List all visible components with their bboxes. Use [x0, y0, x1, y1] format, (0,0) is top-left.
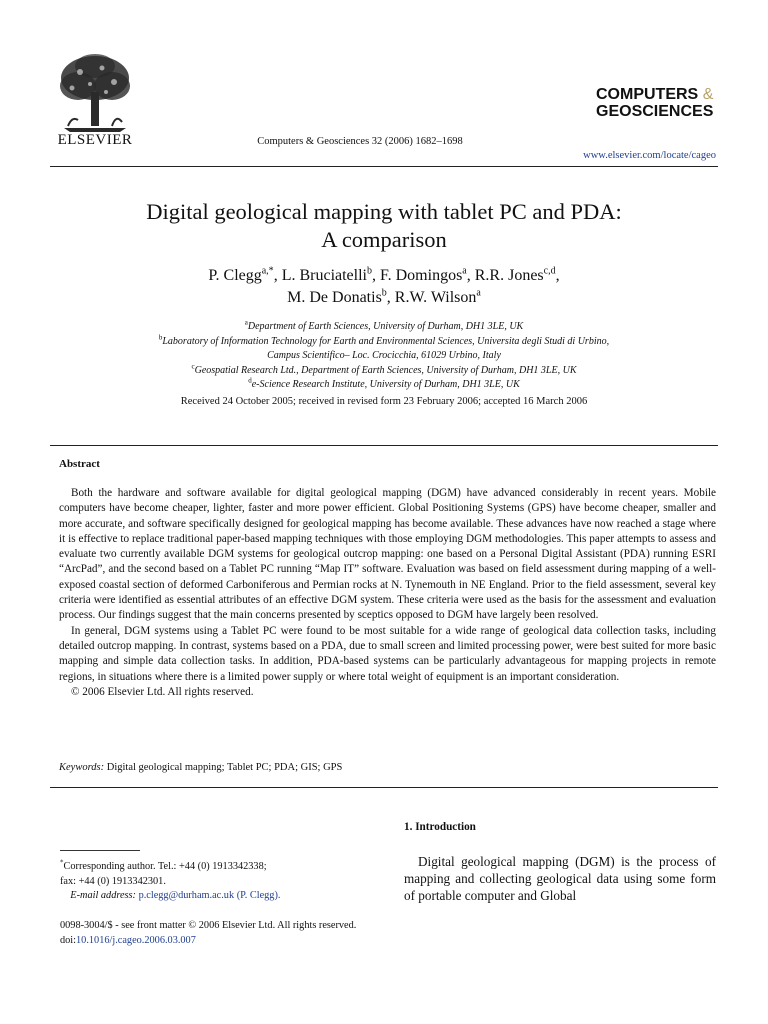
- email-author-link[interactable]: (P. Clegg).: [236, 890, 281, 901]
- author-affil-mark[interactable]: c,d: [543, 265, 556, 277]
- publisher-name: ELSEVIER: [57, 132, 133, 148]
- author-name: L. Bruciatelli: [281, 267, 367, 284]
- affiliation-line: $^c$Geospatial Research Ltd., Department of Earth Sciences, University of Durham, DH1 3LE, UK: [191, 362, 577, 376]
- front-matter: [60, 918, 460, 948]
- keywords-label: Keywords:: [59, 762, 105, 773]
- doi-prefix: doi:: [60, 935, 77, 946]
- footnote-mark: *: [60, 858, 64, 867]
- keywords: [59, 762, 716, 773]
- journal-citation: Computers & Geosciences 32 (2006) 1682–1698: [257, 136, 463, 147]
- abstract-heading: Abstract: [59, 458, 100, 470]
- abstract-paragraph: In general, DGM systems using a Tablet PC were found to be most suitable for a wide range of geological data collection tasks, including detailed outcrop mapping. In contrast, systems based on a PDA, due to small screen and limited processing power, were best suited for more basic mapping and simple data collection tasks. In addition, PDA-based systems can be particularly advantageous for mapping projects in remote regions, in situations where there is a limited power supply or where total weight of equipment is an important consideration.: [59, 624, 716, 683]
- affiliation-mark: d: [248, 376, 252, 385]
- article-title: [60, 198, 708, 254]
- front-matter-line: 0098-3004/$ - see front matter © 2006 Elsevier Ltd. All rights reserved.: [60, 920, 357, 931]
- author-affil-mark[interactable]: b: [381, 287, 387, 299]
- introduction-paragraph: Digital geological mapping (DGM) is the process of mapping and collecting geological data using some form of portable computer and Global: [404, 854, 716, 903]
- doi-link[interactable]: 10.1016/j.cageo.2006.03.007: [76, 935, 196, 946]
- author-affil-mark[interactable]: a: [476, 287, 481, 299]
- email-label: E-mail address:: [70, 890, 136, 901]
- journal-logo-word2: GEOSCIENCES: [596, 103, 714, 120]
- footnote-line: Corresponding author. Tel.: +44 (0) 1913342338;: [63, 861, 267, 872]
- elsevier-tree-logo: [50, 48, 140, 134]
- received-dates: Received 24 October 2005; received in revised form 23 February 2006; accepted 16 March 2006: [180, 396, 588, 407]
- keywords-text: Digital geological mapping; Tablet PC; PDA; GIS; GPS: [106, 762, 343, 773]
- affiliation-line: $^d$e-Science Research Institute, University of Durham, DH1 3LE, UK: [248, 376, 520, 390]
- affiliation-mark: a: [244, 318, 248, 327]
- author-name: R.W. Wilson: [394, 289, 477, 306]
- journal-url-link[interactable]: www.elsevier.com/locate/cageo: [583, 150, 716, 161]
- corresponding-author-footnote: [60, 860, 390, 904]
- affiliation-line: Campus Scientifico– Loc. Crocicchia, 61029 Urbino, Italy: [267, 350, 501, 361]
- journal-logo-word1: COMPUTERS: [596, 86, 699, 103]
- email-link[interactable]: p.clegg@durham.ac.uk: [138, 890, 235, 901]
- affiliations: [60, 320, 708, 393]
- affiliation-mark: c: [191, 362, 195, 371]
- abstract-top-divider: [50, 445, 718, 446]
- title-line: A comparison: [321, 227, 447, 252]
- author-name: R.R. Jones: [474, 267, 544, 284]
- header-divider: [50, 166, 718, 167]
- abstract-bottom-divider: [50, 787, 718, 788]
- author-affil-mark[interactable]: b: [367, 265, 372, 277]
- footnote-divider: [60, 850, 140, 851]
- affiliation-line: $^a$Department of Earth Sciences, University of Durham, DH1 3LE, UK: [244, 318, 524, 332]
- section-heading-introduction: 1. Introduction: [404, 821, 476, 833]
- introduction-text: [404, 853, 716, 904]
- author-list: P. Clegg$^{a,*}$, L. Bruciatelli$^b$, F. Domingos$^a$, R.R. Jones$^{c,d}$, M. De Donatis$^b$, R.W. Wilson$^a$: [208, 265, 560, 306]
- abstract-paragraph: Both the hardware and software available for digital geological mapping (DGM) have advanced considerably in recent years. Mobile computers have become cheaper, lighter, faster and more power efficient. Global Positioning Systems (GPS) have become cheaper, smaller and more accurate, and software specifically designed for geological mapping has become available. These advances have now reached a stage where it is effective to replace traditional paper-based mapping techniques with those employing DGM methodologies. This paper attempts to assess and evaluate two currently available DGM systems for geological outcrop mapping: one based on a Personal Digital Assistant (PDA) running ESRI “ArcPad”, and the second based on a Tablet PC running “Map IT” software. Evaluation was based on field assessment during mapping of a well-exposed coastal section of deformed Carboniferous and Permian rocks at N. Tynemouth in NE England. Prior to the field assessment, several key criteria were identified as essential attributes of an effective DGM system. These criteria were used as the basis for the assessment and evaluation process. Our findings suggest that the main concerns presented by sceptics opposed to DGM have largely been resolved.: [59, 487, 716, 622]
- title-line: Digital geological mapping with tablet PC and PDA:: [146, 199, 622, 224]
- affiliation-mark: b: [158, 333, 163, 342]
- affiliation-line: $^b$Laboratory of Information Technology for Earth and Environmental Sciences, Universita degli Studi di Urbino,: [158, 333, 610, 347]
- author-name: P. Clegg: [208, 267, 262, 284]
- footnote-line: fax: +44 (0) 1913342301.: [60, 875, 166, 887]
- copyright-line: © 2006 Elsevier Ltd. All rights reserved.: [71, 685, 254, 698]
- journal-logo-amp: &: [702, 86, 714, 103]
- author-name: M. De Donatis: [287, 289, 382, 306]
- author-affil-mark[interactable]: a,*: [261, 265, 274, 277]
- author-name: F. Domingos: [380, 267, 463, 284]
- journal-logo: [596, 86, 713, 120]
- author-affil-mark[interactable]: a: [462, 265, 467, 277]
- abstract-body: [59, 486, 716, 700]
